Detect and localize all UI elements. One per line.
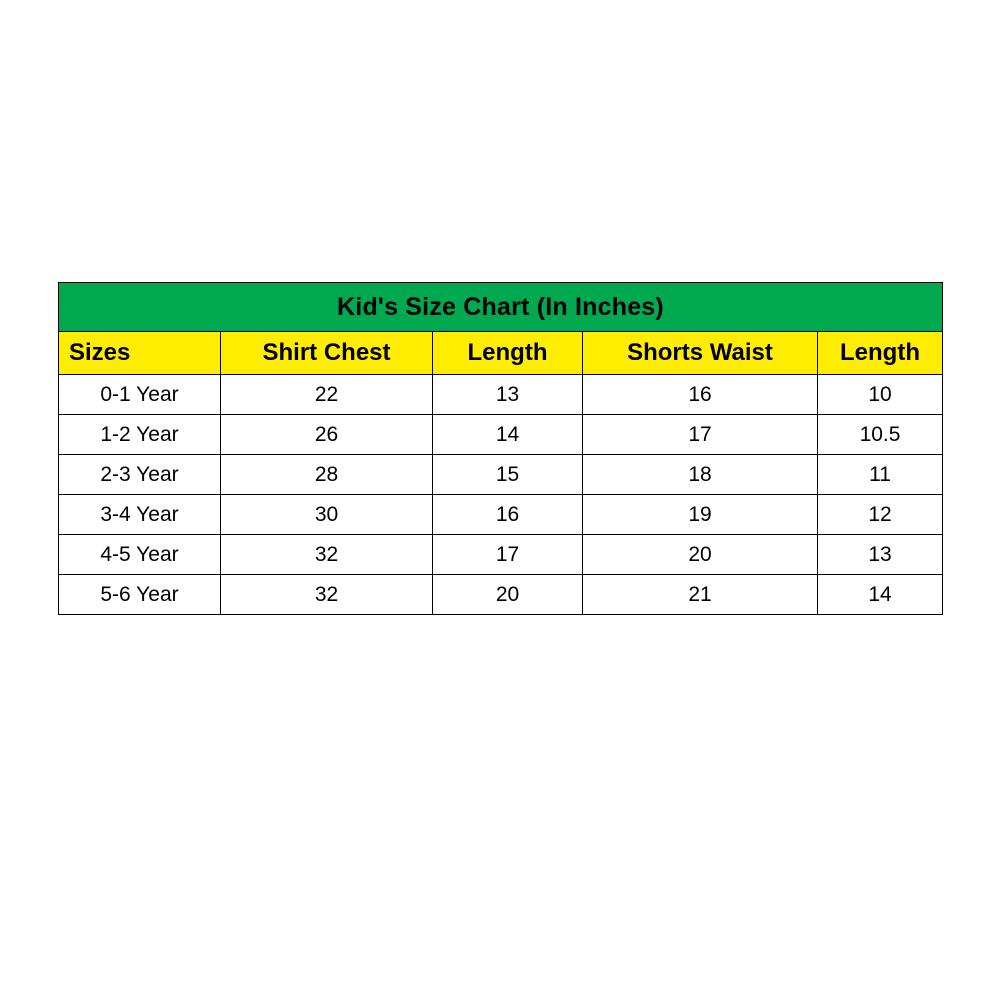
- cell-shirt-chest: 26: [221, 415, 433, 455]
- column-header-shorts-waist: Shorts Waist: [583, 332, 818, 375]
- cell-shorts-length: 10.5: [818, 415, 943, 455]
- page-title: Kid's Size Chart (In Inches): [59, 283, 943, 332]
- cell-shirt-length: 17: [433, 535, 583, 575]
- column-header-sizes: Sizes: [59, 332, 221, 375]
- table-row: [59, 415, 943, 455]
- cell-shirt-length: 20: [433, 575, 583, 615]
- cell-shirt-chest: 32: [221, 575, 433, 615]
- cell-shirt-chest: 28: [221, 455, 433, 495]
- cell-size: 1-2 Year: [59, 415, 221, 455]
- column-header-shorts-length: Length: [818, 332, 943, 375]
- cell-shirt-chest: 30: [221, 495, 433, 535]
- table-title-row: [59, 283, 943, 332]
- cell-size: 2-3 Year: [59, 455, 221, 495]
- cell-shorts-waist: 21: [583, 575, 818, 615]
- cell-shirt-length: 16: [433, 495, 583, 535]
- cell-size: 3-4 Year: [59, 495, 221, 535]
- cell-shirt-chest: 22: [221, 375, 433, 415]
- table-row: [59, 495, 943, 535]
- cell-shirt-length: 13: [433, 375, 583, 415]
- cell-shirt-length: 14: [433, 415, 583, 455]
- cell-size: 4-5 Year: [59, 535, 221, 575]
- size-chart-container: [58, 282, 942, 615]
- cell-shirt-chest: 32: [221, 535, 433, 575]
- cell-shorts-waist: 20: [583, 535, 818, 575]
- cell-shorts-waist: 18: [583, 455, 818, 495]
- kids-size-chart-table: [58, 282, 943, 615]
- cell-size: 5-6 Year: [59, 575, 221, 615]
- cell-shorts-length: 11: [818, 455, 943, 495]
- table-row: [59, 535, 943, 575]
- column-header-shirt-length: Length: [433, 332, 583, 375]
- table-row: [59, 375, 943, 415]
- table-row: [59, 575, 943, 615]
- cell-shorts-waist: 17: [583, 415, 818, 455]
- cell-shorts-length: 13: [818, 535, 943, 575]
- table-header-row: [59, 332, 943, 375]
- cell-shirt-length: 15: [433, 455, 583, 495]
- cell-size: 0-1 Year: [59, 375, 221, 415]
- cell-shorts-length: 14: [818, 575, 943, 615]
- cell-shorts-waist: 19: [583, 495, 818, 535]
- cell-shorts-length: 10: [818, 375, 943, 415]
- cell-shorts-waist: 16: [583, 375, 818, 415]
- table-row: [59, 455, 943, 495]
- column-header-shirt-chest: Shirt Chest: [221, 332, 433, 375]
- cell-shorts-length: 12: [818, 495, 943, 535]
